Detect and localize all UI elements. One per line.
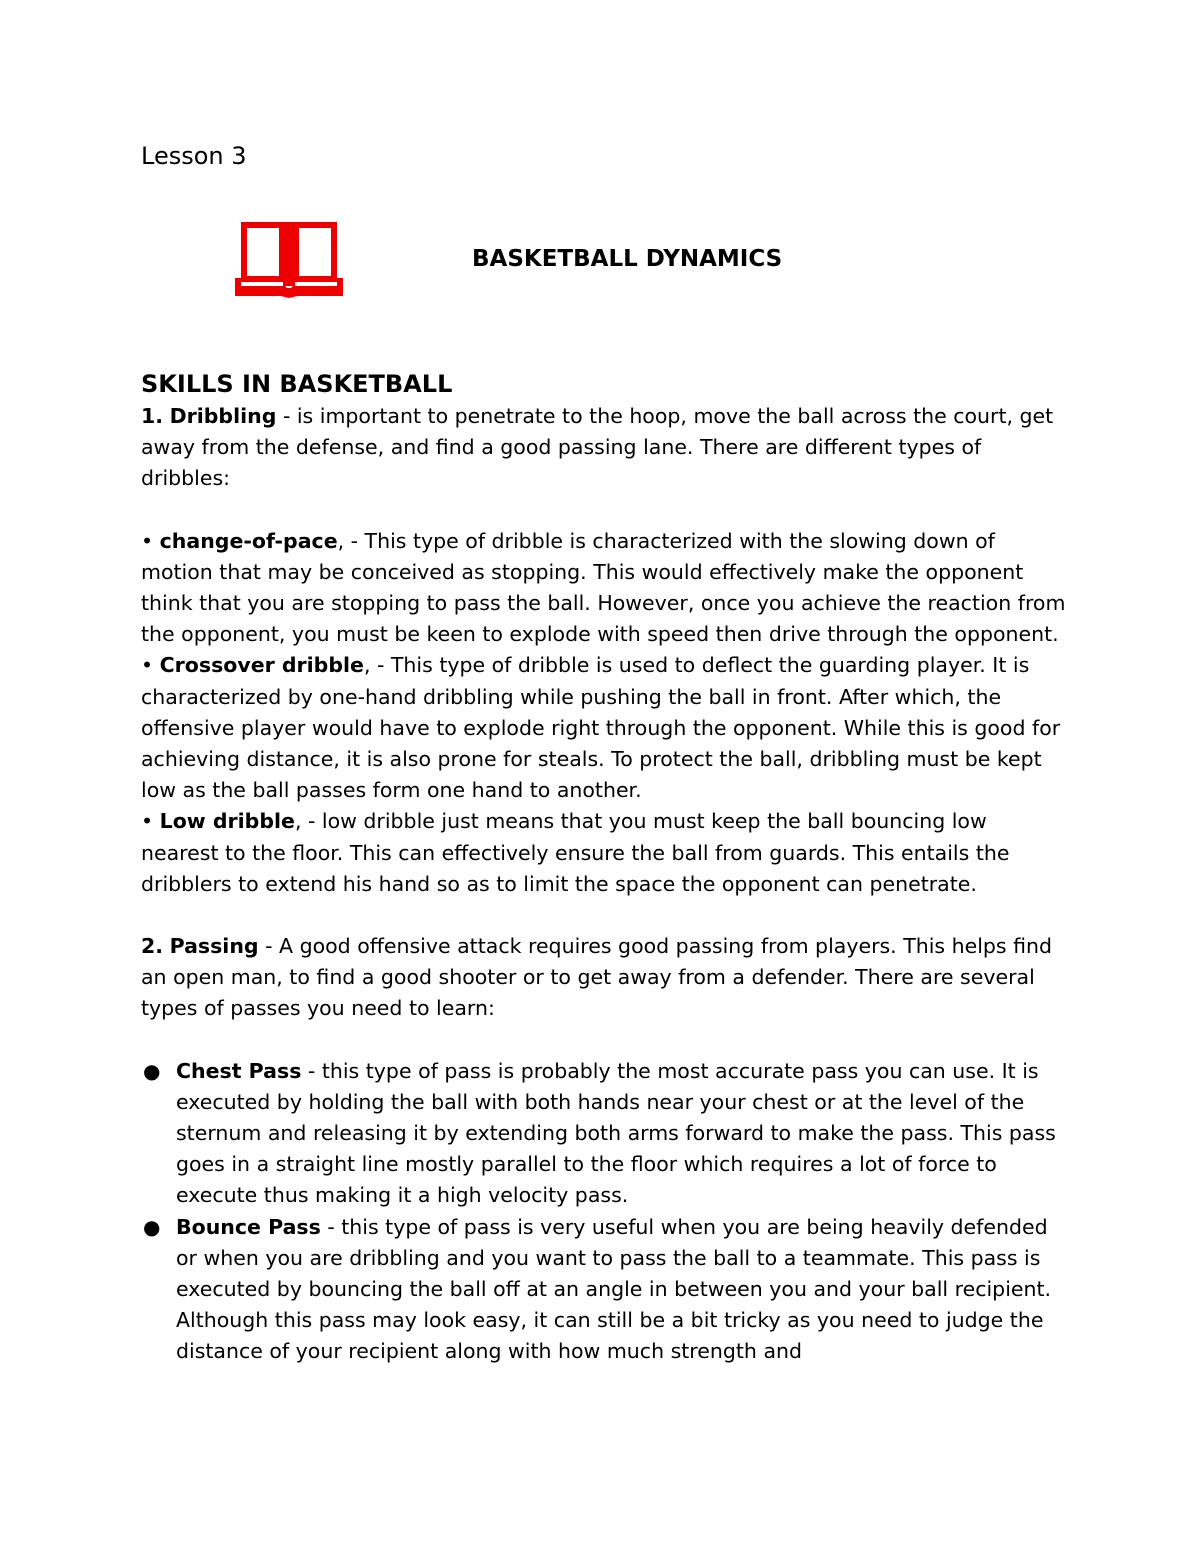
list-item-crossover-dribble (141, 650, 1066, 806)
list-item-change-of-pace (141, 526, 1066, 651)
section-heading: SKILLS IN BASKETBALL (141, 370, 453, 398)
dribbling-text: - is important to penetrate to the hoop, move the ball across the court, get away from the defense, and find a good passing lane. There are different types of dribbles: (141, 404, 1054, 491)
passing-number: 2. (141, 934, 164, 959)
passing-text: - A good offensive attack requires good passing from players. This helps find an open man, to find a good shooter or to get away from a defender. There are several types of passes you need to learn: (141, 934, 1053, 1021)
open-book-icon (235, 218, 343, 298)
list-item-chest-pass (141, 1056, 1066, 1212)
term: Bounce Pass (176, 1214, 321, 1239)
dribbling-term: Dribbling (169, 404, 277, 428)
dribbling-paragraph (141, 401, 1066, 495)
spacer (141, 900, 1066, 931)
description: - this type of pass is probably the most accurate pass you can use. It is executed by holding the ball with both hands near your chest or at the level of the sternum and releasing it by extending both arms forward to make the pass. This pass goes in a straight line mostly parallel to the floor which requires a lot of force to execute thus making it a high velocity pass. (176, 1058, 1056, 1208)
bullet: • (141, 809, 154, 834)
term: Crossover dribble (159, 653, 364, 678)
bullet: ● (143, 1058, 161, 1083)
description: , - This type of dribble is used to deflect the guarding player. It is characterized by one-hand dribbling while pushing the ball in front. After which, the offensive player would have to explode right through the opponent. While this is good for achieving distance, it is also prone for steals. To protect the ball, dribbling must be kept low as the ball passes form one hand to another. (141, 653, 1061, 803)
term: Low dribble (159, 809, 295, 834)
bullet: • (141, 653, 154, 678)
spacer (141, 1025, 1066, 1056)
description: , - low dribble just means that you must keep the ball bouncing low nearest to the floor. This can effectively ensure the ball from guards. This entails the dribblers to extend his hand so as to limit the space the opponent can penetrate. (141, 809, 1010, 896)
list-item-low-dribble (141, 806, 1066, 900)
term: Chest Pass (176, 1058, 302, 1083)
bullet: ● (143, 1214, 161, 1239)
spacer (141, 495, 1066, 526)
list-item-bounce-pass (141, 1212, 1066, 1368)
passing-paragraph (141, 931, 1066, 1025)
passing-term: Passing (169, 934, 259, 959)
pass-types-list (141, 1056, 1066, 1368)
main-content (141, 367, 1066, 1368)
bullet: • (141, 528, 154, 553)
description: - this type of pass is very useful when you are being heavily defended or when you are dribbling and you want to pass the ball to a teammate. This pass is executed by bouncing the ball off at an angle in between you and your ball recipient. Although this pass may look easy, it can still be a bit tricky as you need to judge the distance of your recipient along with how much strength and (176, 1214, 1052, 1364)
document-title: BASKETBALL DYNAMICS (472, 246, 783, 272)
dribble-types-list (141, 526, 1066, 900)
dribbling-number: 1. (141, 404, 164, 428)
lesson-label: Lesson 3 (141, 142, 247, 170)
description: , - This type of dribble is characterized with the slowing down of motion that may be conceived as stopping. This would effectively make the opponent think that you are stopping to pass the ball. However, once you achieve the reaction from the opponent, you must be keen to explode with speed then drive through the opponent. (141, 528, 1066, 647)
term: change-of-pace (159, 528, 338, 553)
